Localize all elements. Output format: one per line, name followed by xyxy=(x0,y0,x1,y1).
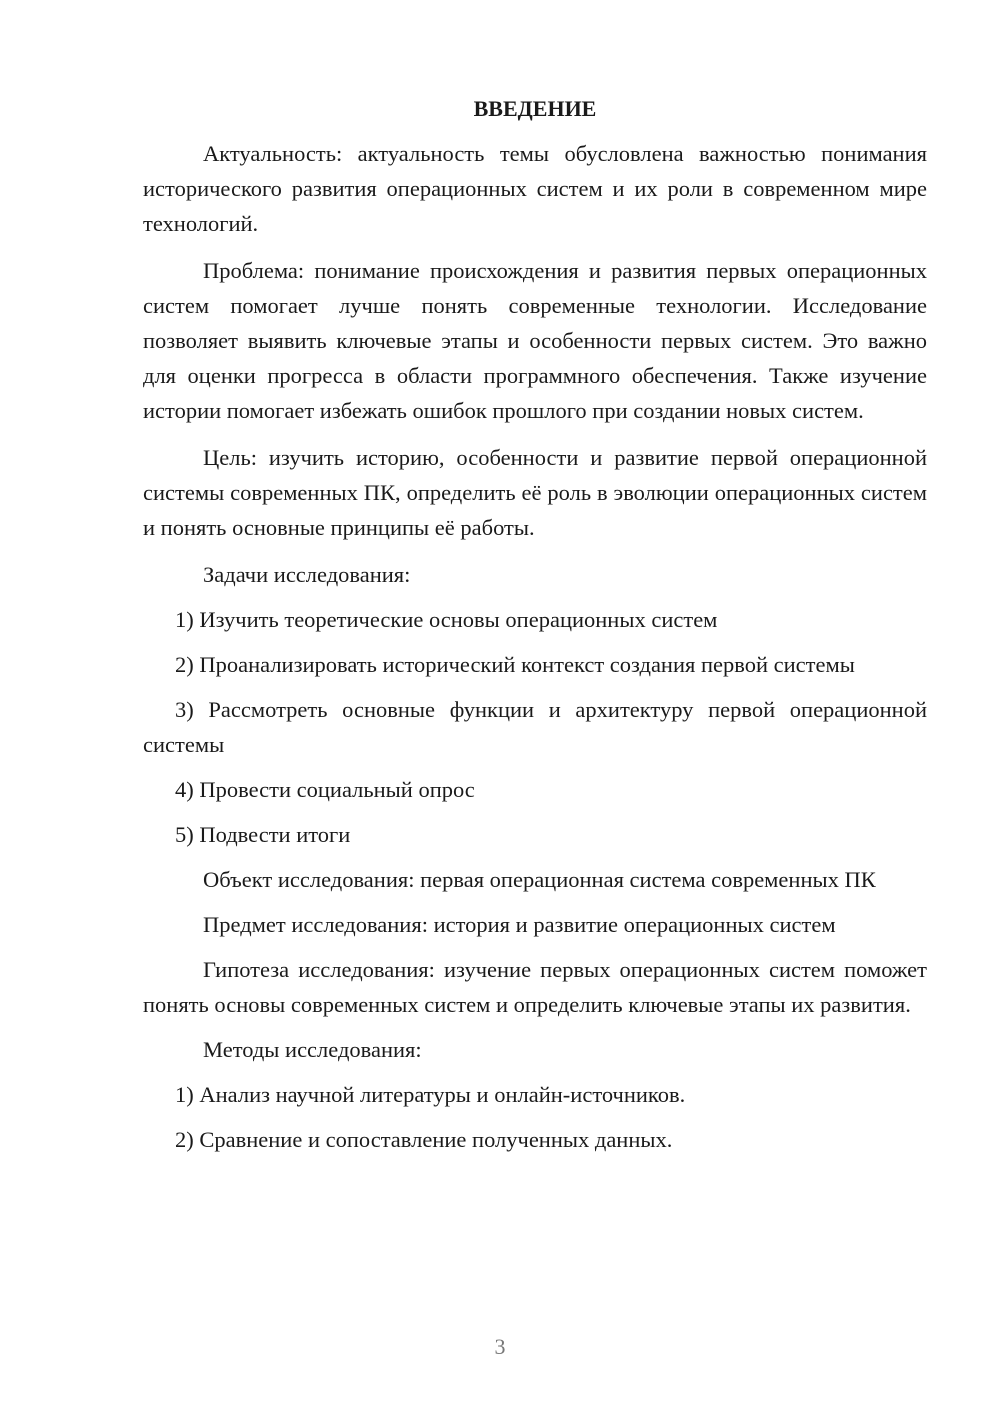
subject-paragraph: Предмет исследования: история и развитие операционных систем xyxy=(203,912,836,937)
methods-heading: Методы исследования: xyxy=(203,1037,422,1062)
object-paragraph: Объект исследования: первая операционная система современных ПК xyxy=(203,867,876,892)
page-number: 3 xyxy=(494,1334,506,1359)
tasks-heading: Задачи исследования: xyxy=(203,562,411,587)
goal-paragraph: Цель: изучить историю, особенности и развитие первой операционной системы современных ПК, определить её роль в эволюции операционных систем и понять основные принципы её работы. xyxy=(143,445,927,540)
problem-paragraph: Проблема: понимание происхождения и развития первых операционных систем помогает лучше понять современные технологии. Исследование позволяет выявить ключевые этапы и особенности первых систем. Это важно для оценки прогресса в области программного обеспечения. Также изучение истории помогает избежать ошибок прошлого при создании новых систем. xyxy=(143,258,927,423)
document-page xyxy=(143,94,927,1157)
relevance-paragraph: Актуальность: актуальность темы обусловлена важностью понимания исторического развития операционных систем и их роли в современном мире технологий. xyxy=(143,141,927,236)
task-item: 4) Провести социальный опрос xyxy=(175,777,475,802)
task-item: 1) Изучить теоретические основы операционных систем xyxy=(175,607,718,632)
task-item: 3) Рассмотреть основные функции и архитектуру первой операционной системы xyxy=(143,697,927,757)
task-item: 2) Проанализировать исторический контекст создания первой системы xyxy=(175,652,855,677)
task-item: 5) Подвести итоги xyxy=(175,822,351,847)
method-item: 2) Сравнение и сопоставление полученных данных. xyxy=(175,1127,673,1152)
hypothesis-paragraph: Гипотеза исследования: изучение первых операционных систем поможет понять основы современных систем и определить ключевые этапы их развития. xyxy=(143,957,927,1017)
section-title: ВВЕДЕНИЕ xyxy=(473,96,597,121)
method-item: 1) Анализ научной литературы и онлайн-источников. xyxy=(175,1082,686,1107)
